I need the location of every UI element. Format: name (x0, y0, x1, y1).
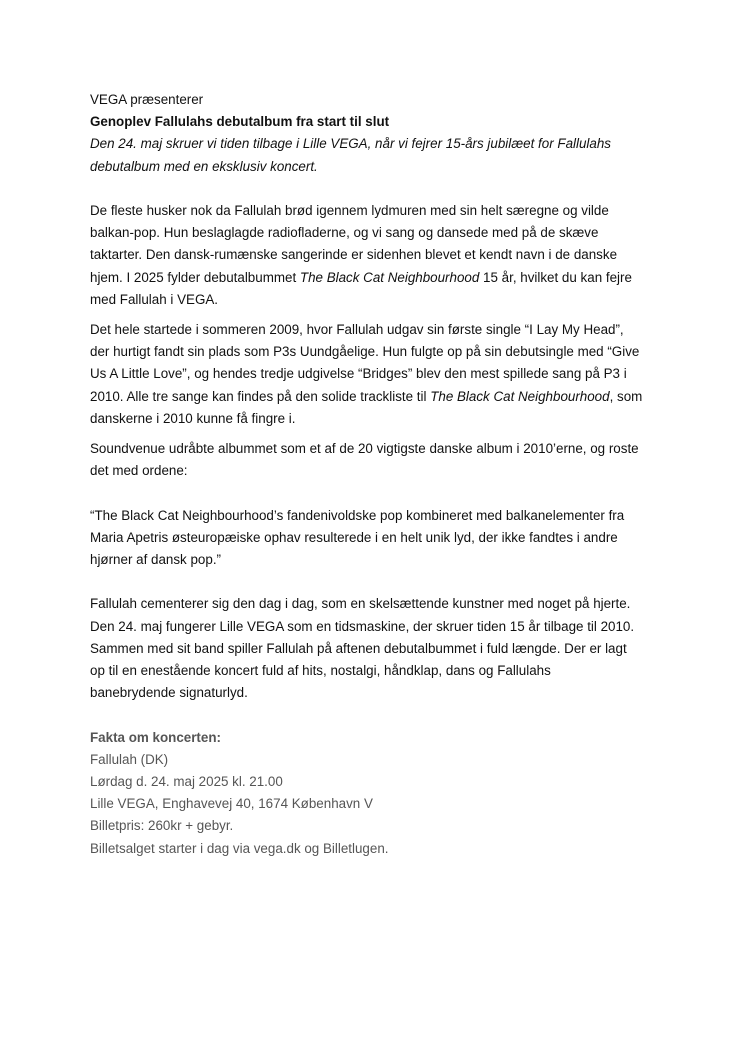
paragraph-4-line: Fallulah cementerer sig den dag i dag, som en skelsættende kunstner med noget på hjerte. (90, 596, 631, 612)
facts-item: Fallulah (DK) (90, 751, 169, 767)
paragraph-1-line: De fleste husker nok da Fallulah brød igennem lydmuren med sin helt særegne og vilde (90, 203, 609, 218)
paragraph-4 (90, 593, 650, 704)
quote-line: “The Black Cat Neighbourhood’s fandenivoldske pop kombineret med balkanelementer fra (90, 507, 625, 523)
spacer (90, 178, 650, 200)
facts-section (90, 727, 650, 860)
paragraph-3 (90, 438, 650, 482)
spacer (90, 571, 650, 593)
press-release-page (90, 89, 650, 860)
facts-item: Lille VEGA, Enghavevej 40, 1674 København V (90, 796, 373, 812)
spacer (90, 704, 650, 726)
text-segment: 15 år, hvilket du kan fejre (479, 269, 632, 285)
paragraph-4-line: op til en enestående koncert fuld af hits, nostalgi, håndklap, dans og Fallulahs (90, 663, 551, 679)
quote-line: hjørner af dansk pop.” (90, 552, 221, 568)
paragraph-2 (90, 319, 650, 430)
album-title: The Black Cat Neighbourhood (299, 269, 480, 285)
paragraph-3-line: det med ordene: (90, 463, 188, 479)
text-segment: , som (609, 388, 643, 404)
facts-heading: Fakta om koncerten: (90, 729, 221, 745)
facts-item: Lørdag d. 24. maj 2025 kl. 21.00 (90, 774, 283, 790)
facts-item: Billetsalget starter i dag via vega.dk og Billetlugen. (90, 840, 389, 856)
paragraph-2-line (90, 386, 650, 408)
paragraph-4-line: banebrydende signaturlyd. (90, 685, 248, 701)
spacer (90, 311, 650, 319)
headline: Genoplev Fallulahs debutalbum fra start til slut (90, 114, 390, 130)
paragraph-4-line: Den 24. maj fungerer Lille VEGA som en tidsmaskine, der skruer tiden 15 år tilbage til 2010. (90, 618, 635, 634)
album-title: The Black Cat Neighbourhood (430, 388, 610, 404)
presenter-line: VEGA præsenterer (90, 92, 204, 107)
paragraph-1 (90, 200, 650, 311)
spacer (90, 482, 650, 504)
quote-line: Maria Apetris østeuropæiske ophav resulterede i en helt unik lyd, der ikke fandtes i andre (90, 529, 618, 545)
paragraph-1-line: balkan-pop. Hun beslaglagde radiofladerne, og vi sang og dansede med på de skæve (90, 225, 599, 241)
paragraph-4-line: Sammen med sit band spiller Fallulah på aftenen debutalbummet i fuld længde. Der er lagt (90, 640, 627, 656)
lead-line-1: Den 24. maj skruer vi tiden tilbage i Lille VEGA, når vi fejrer 15-års jubilæet for Fallulahs (90, 136, 611, 152)
paragraph-1-line (90, 267, 650, 289)
lead-line-2: debutalbum med en eksklusiv koncert. (90, 158, 318, 174)
paragraph-1-line: med Fallulah i VEGA. (90, 291, 219, 307)
quote-block (90, 505, 650, 572)
paragraph-2-line: Det hele startede i sommeren 2009, hvor Fallulah udgav sin første single “I Lay My Head”, (90, 322, 624, 338)
facts-item: Billetpris: 260kr + gebyr. (90, 818, 234, 834)
paragraph-2-line: danskerne i 2010 kunne få fingre i. (90, 410, 296, 426)
text-segment: hjem. I 2025 fylder debutalbummet (90, 269, 300, 285)
paragraph-2-line: Us A Little Love”, og hendes tredje udgivelse “Bridges” blev den mest spillede sang på P3 i (90, 366, 627, 382)
text-segment: 2010. Alle tre sange kan findes på den solide trackliste til (90, 388, 431, 404)
paragraph-3-line: Soundvenue udråbte albummet som et af de 20 vigtigste danske album i 2010’erne, og roste (90, 441, 639, 457)
paragraph-2-line: der hurtigt fandt sin plads som P3s Uundgåelige. Hun fulgte op på sin debutsingle med “Give (90, 344, 640, 360)
spacer (90, 430, 650, 438)
paragraph-1-line: taktarter. Den dansk-rumænske sangerinde er sidenhen blevet et kendt navn i de danske (90, 247, 618, 263)
